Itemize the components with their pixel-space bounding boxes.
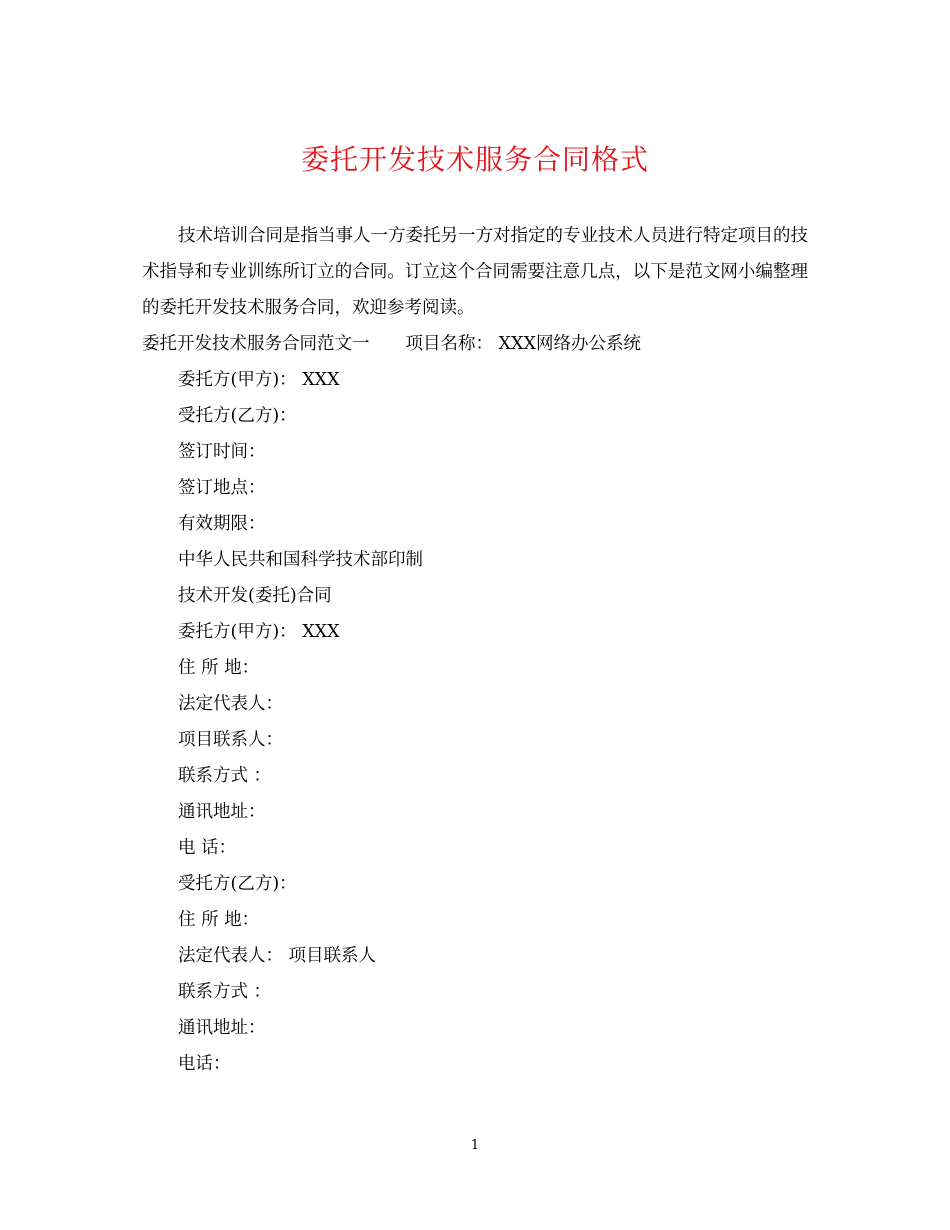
field-line: 联系方式 ：: [178, 766, 272, 786]
field-line: 电 话：: [178, 838, 237, 858]
field-line: 委托方(甲方)： XXX: [178, 370, 340, 390]
project-name-line: 项目名称： XXX网络办公系统: [405, 334, 641, 354]
intro-paragraph: 技术培训合同是指当事人一方委托另一方对指定的专业技术人员进行特定项目的技术指导和专业训练所订立的合同。订立这个合同需要注意几点，以下是范文网小编整理的委托开发技术服务合同，欢迎参考阅读。: [142, 226, 808, 318]
field-line: 委托方(甲方)： XXX: [178, 622, 340, 642]
field-line: 受托方(乙方)：: [178, 406, 297, 426]
field-line: 有效期限：: [178, 514, 266, 534]
field-line: 技术开发(委托)合同: [178, 586, 332, 606]
field-line: 法定代表人：: [178, 694, 283, 714]
page-number: 1: [470, 1138, 480, 1153]
section-heading: 委托开发技术服务合同范文一: [142, 334, 370, 354]
field-line: 签订地点：: [178, 478, 266, 498]
field-line: 住 所 地：: [178, 910, 260, 930]
field-line: 签订时间：: [178, 442, 266, 462]
section-heading-line: [142, 326, 842, 362]
field-line: 通讯地址：: [178, 802, 266, 822]
field-line: 住 所 地：: [178, 658, 260, 678]
field-line: 项目联系人：: [178, 730, 283, 750]
document-title: 委托开发技术服务合同格式: [300, 143, 649, 176]
field-line: 电话：: [178, 1054, 231, 1074]
field-line: 通讯地址：: [178, 1018, 266, 1038]
field-line: 受托方(乙方)：: [178, 874, 297, 894]
contract-fields-list: [178, 362, 808, 1082]
field-line: 中华人民共和国科学技术部印制: [178, 550, 423, 570]
field-line: 法定代表人： 项目联系人: [178, 946, 377, 966]
field-line: 联系方式 ：: [178, 982, 272, 1002]
